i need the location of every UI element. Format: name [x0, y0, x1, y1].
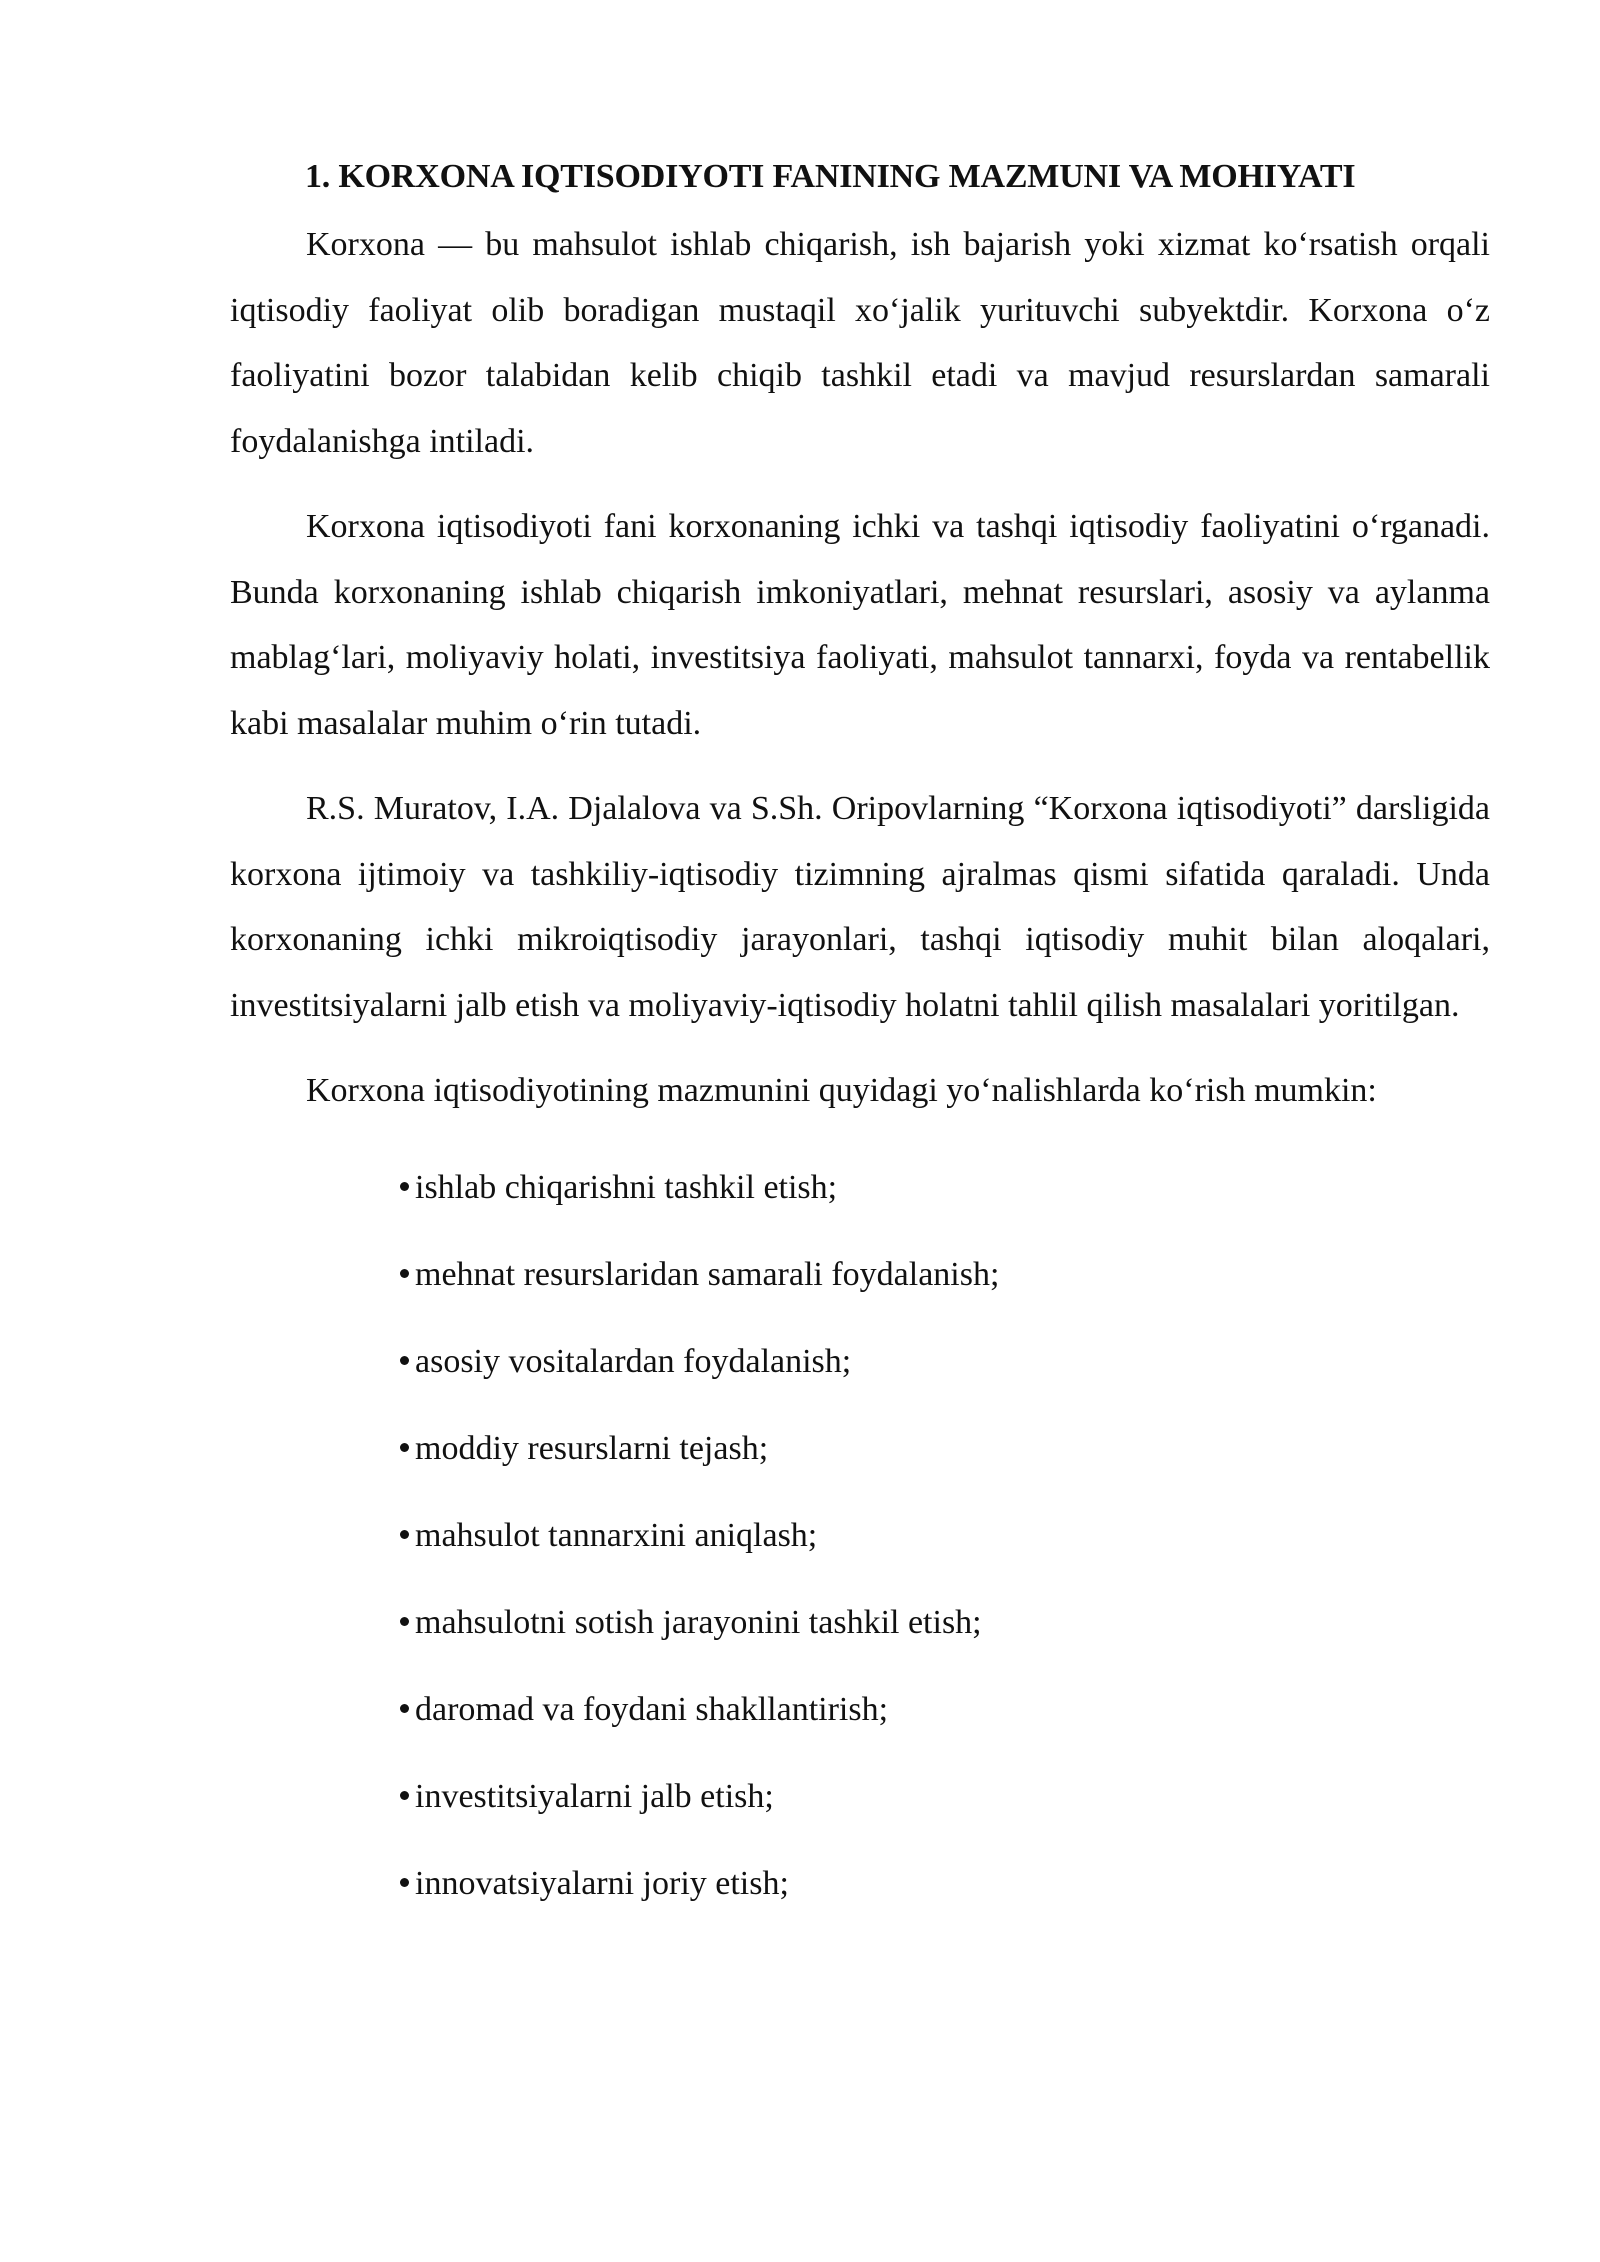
list-item [400, 1840, 1490, 1927]
paragraph-textbook-reference: R.S. Muratov, I.A. Djalalova va S.Sh. Oripovlarning “Korxona iqtisodiyoti” darsligida korxona ijtimoiy va tashkiliy-iqtisodiy tizimning ajralmas qismi sifatida qaraladi. Unda korxonaning ichki mikroiqtisodiy jarayonlari, tashqi iqtisodiy muhit bilan aloqalari, investitsiyalarni jalb etish va moliyaviy-iqtisodiy holatni tahlil qilish masalalari yoritilgan. [230, 790, 1490, 1024]
bullet-icon [400, 1878, 409, 1887]
list-item-text: mahsulot tannarxini aniqlash; [415, 1516, 818, 1554]
list-item [400, 1666, 1490, 1753]
bullet-icon [400, 1269, 409, 1278]
bullet-icon [400, 1443, 409, 1452]
list-item [400, 1318, 1490, 1405]
list-item-text: asosiy vositalardan foydalanish; [415, 1342, 852, 1380]
list-item-text: mehnat resurslaridan samarali foydalanish; [415, 1255, 1000, 1293]
list-item [400, 1231, 1490, 1318]
list-item [400, 1579, 1490, 1666]
paragraph-korxona-definition: Korxona — bu mahsulot ishlab chiqarish, ish bajarish yoki xizmat koʻrsatish orqali iqtisodiy faoliyat olib boradigan mustaqil xoʻjalik yurituvchi subyektdir. Korxona oʻz faoliyatini bozor talabidan kelib chiqib tashkil etadi va mavjud resurslardan samarali foydalanishga intiladi. [230, 226, 1490, 460]
bullet-icon [400, 1530, 409, 1539]
document-page [230, 152, 1490, 1927]
paragraph-list-intro: Korxona iqtisodiyotining mazmunini quyidagi yoʻnalishlarda koʻrish mumkin: [306, 1072, 1377, 1109]
bullet-icon [400, 1791, 409, 1800]
list-item-text: investitsiyalarni jalb etish; [415, 1777, 774, 1815]
list-item-text: mahsulotni sotish jarayonini tashkil etish; [415, 1603, 982, 1641]
list-item-text: daromad va foydani shakllantirish; [415, 1690, 889, 1728]
bullet-icon [400, 1182, 409, 1191]
section-heading: 1. KORXONA IQTISODIYOTI FANINING MAZMUNI VA MOHIYATI [305, 158, 1356, 195]
list-item [400, 1144, 1490, 1231]
list-item-text: innovatsiyalarni joriy etish; [415, 1864, 789, 1902]
directions-list [230, 1144, 1490, 1927]
list-item-text: moddiy resurslarni tejash; [415, 1429, 769, 1467]
bullet-icon [400, 1704, 409, 1713]
paragraph-fan-scope: Korxona iqtisodiyoti fani korxonaning ichki va tashqi iqtisodiy faoliyatini oʻrganadi. Bunda korxonaning ishlab chiqarish imkoniyatlari, mehnat resurslari, asosiy va aylanma mablagʻlari, moliyaviy holati, investitsiya faoliyati, mahsulot tannarxi, foyda va rentabellik kabi masalalar muhim oʻrin tutadi. [230, 508, 1490, 742]
bullet-icon [400, 1356, 409, 1365]
list-item [400, 1492, 1490, 1579]
list-item [400, 1405, 1490, 1492]
list-item-text: ishlab chiqarishni tashkil etish; [415, 1168, 838, 1206]
list-item [400, 1753, 1490, 1840]
bullet-icon [400, 1617, 409, 1626]
